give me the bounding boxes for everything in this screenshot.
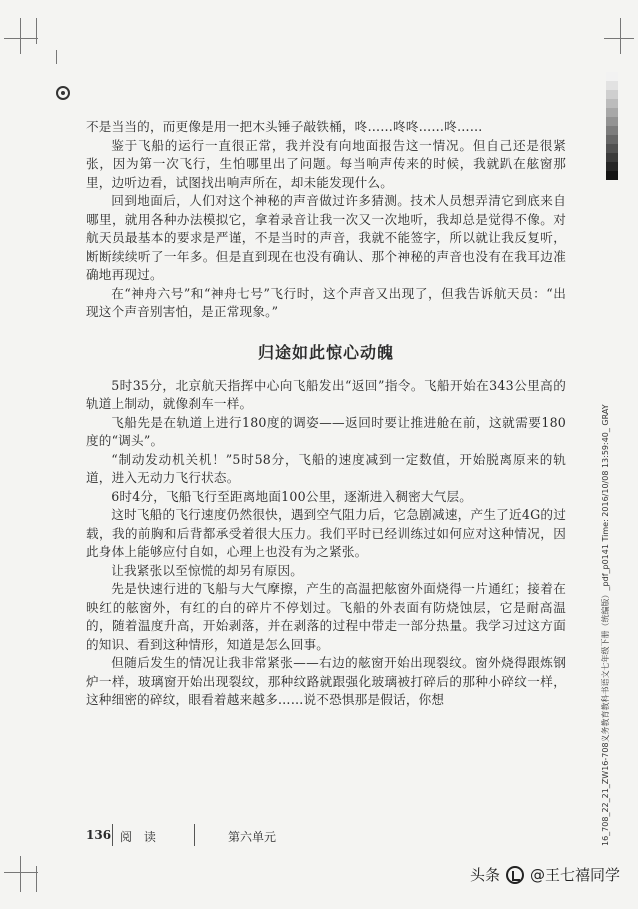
gray-scale-strip — [606, 72, 618, 180]
paragraph: 这时飞船的飞行速度仍然很快，遇到空气阻力后，它急剧减速，产生了近4G的过载，我的前胸和后背都承受着很大压力。我们平时已经训练过如何应对这种情况，因此身体上能够应付自如，心理上也没有为之紧张。 — [86, 507, 566, 559]
crop-mark — [20, 18, 21, 54]
paragraph: 让我紧张以至惊慌的却另有原因。 — [111, 562, 304, 578]
paragraph: 回到地面后，人们对这个神秘的声音做过许多猜测。技术人员想弄清它到底来自哪里，就用各种办法模拟它，拿着录音让我一次又一次地听，我却总是觉得不像。对航天员最基本的要求是严谨，不是当时的声音，我就不能签字，所以就让我反复听，断断续续听了一年多。但是直到现在也没有确认、那个神秘的声音也没有在我耳边准确地再现过。 — [86, 193, 566, 282]
paragraph: 不是当当的，而更像是用一把木头锤子敲铁桶，咚……咚咚……咚…… — [86, 119, 483, 134]
crop-mark — [620, 18, 621, 54]
paragraph: 在“神舟六号”和“神舟七号”飞行时，这个声音又出现了，但我告诉航天员：“出现这个声音别害怕，是正常现象。” — [86, 285, 566, 319]
imprint-gray-label: GRAY — [601, 404, 610, 426]
paragraph: 5时35分，北京航天指挥中心向飞船发出“返回”指令。飞船开始在343公里高的轨道上制动，就像刹车一样。 — [86, 377, 566, 411]
section-title: 归途如此惊心动魄 — [257, 342, 394, 362]
crop-mark — [20, 856, 21, 892]
toutiao-logo-icon — [506, 866, 524, 884]
registration-mark-icon — [56, 86, 70, 100]
footer-divider — [112, 824, 113, 846]
paragraph: “制动发动机关机！”5时58分，飞船的速度减到一定数值，开始脱离原来的轨道，进入无动力飞行状态。 — [86, 451, 566, 485]
paragraph: 飞船先是在轨道上进行180度的调姿——返回时要让推进舱在前，这就需要180度的“调头”。 — [86, 414, 566, 448]
crop-mark — [36, 18, 37, 44]
page-footer — [86, 828, 486, 848]
crop-mark — [56, 50, 57, 64]
crop-mark — [36, 866, 37, 892]
paragraph: 鉴于飞船的运行一直很正常，我并没有向地面报告这一情况。但自己还是很紧张，因为第一次飞行，生怕哪里出了问题。每当响声传来的时候，我就趴在舷窗那里，边听边看，试图找出响声所在，却未能发现什么。 — [86, 137, 566, 190]
crop-mark — [4, 38, 38, 39]
article-body — [86, 118, 566, 710]
imprint-text: 16_708_22_21_ZW16-708义务教育教科书语文七年级下册（统编版）_pdf_p0141 Time: 2016/10/08 13:59:40_ — [601, 428, 610, 846]
paragraph: 6时4分，飞船飞行至距离地面100公里，逐渐进入稠密大气层。 — [111, 488, 473, 504]
paragraph: 但随后发生的情况让我非常紧张——右边的舷窗开始出现裂纹。窗外烧得跟炼钢炉一样，玻璃窗开始出现裂纹，那种纹路就跟强化玻璃被打碎后的那种小碎纹一样，这种细密的碎纹，眼看着越来越多……说不恐惧那是假话，你想 — [86, 655, 566, 707]
print-imprint — [600, 404, 611, 846]
footer-divider — [194, 824, 195, 846]
page-number: 136 — [86, 828, 112, 842]
book-title: 阅 读 — [120, 830, 160, 844]
watermark — [470, 864, 620, 885]
paragraph: 先是快速行进的飞船与大气摩擦，产生的高温把舷窗外面烧得一片通红；接着在映红的舷窗外，有红的白的碎片不停划过。飞船的外表面有防烧蚀层，它是耐高温的，随着温度升高，开始剥落，并在剥落的过程中带走一部分热量。我学习过这方面的知识、看到这种情形，知道是怎么回事。 — [86, 581, 566, 652]
unit-label: 第六单元 — [228, 830, 277, 844]
crop-mark — [4, 872, 38, 873]
watermark-platform: 头条 — [469, 866, 500, 884]
crop-mark — [604, 38, 634, 39]
watermark-account: @王七禧同学 — [529, 866, 620, 884]
